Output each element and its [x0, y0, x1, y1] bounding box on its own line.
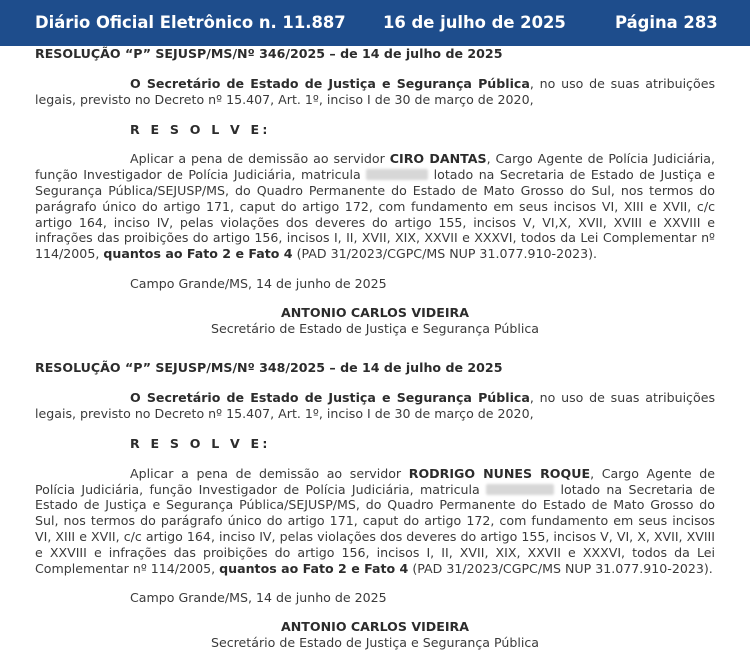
- intro-authority: O Secretário de Estado de Justiça e Segurança Pública: [130, 390, 530, 406]
- place-date: Campo Grande/MS, 14 de junho de 2025: [130, 590, 387, 606]
- facts-reference: quantos ao Fato 2 e Fato 4: [219, 560, 409, 576]
- decision-mid: , Cargo Agente de Polícia Judiciária, função Investigador de Polícia Judiciária, matricula: [35, 465, 715, 497]
- intro-text: , no uso de suas atribuições legais, previsto no Decreto nº 15.407, Art. 1º, inciso I de 30 de março de 2020,: [35, 390, 716, 422]
- decision-paragraph: [35, 466, 715, 577]
- redacted-registration: [486, 484, 554, 495]
- servant-name: RODRIGO NUNES ROQUE: [408, 465, 591, 481]
- signer-role: Secretário de Estado de Justiça e Segurança Pública: [210, 320, 540, 336]
- resolution-title: RESOLUÇÃO “P” SEJUSP/MS/Nº 346/2025 – de 14 de julho de 2025: [35, 46, 503, 61]
- intro-authority: O Secretário de Estado de Justiça e Segurança Pública: [130, 76, 530, 91]
- place-date: Campo Grande/MS, 14 de junho de 2025: [130, 275, 387, 291]
- resolve-heading: R E S O L V E:: [130, 121, 271, 137]
- resolve-heading: R E S O L V E:: [130, 435, 271, 451]
- intro-paragraph: [35, 390, 715, 422]
- decision-end: (PAD 31/2023/CGPC/MS NUP 31.077.910-2023).: [292, 246, 598, 262]
- resolution-title: RESOLUÇÃO “P” SEJUSP/MS/Nº 348/2025 – de 14 de julho de 2025: [35, 360, 503, 376]
- document-body: [35, 46, 715, 651]
- page-number: Página 283: [615, 13, 718, 32]
- redacted-registration: [366, 169, 428, 180]
- issue-date: 16 de julho de 2025: [383, 13, 566, 32]
- decision-mid: , Cargo Agente de Polícia Judiciária, função Investigador de Polícia Judiciária, matricula: [35, 151, 716, 183]
- decision-after: lotado na Secretaria de Estado de Justiça e Segurança Pública/SEJUSP/MS, do Quadro Permanente do Estado de Mato Grosso do Sul, nos termos do parágrafo único do artigo 171, caput do artigo 172, com fundamento em seus incisos VI, XIII e XVII, c/c artigo 164, inciso IV, pelas violações dos deveres do artigo 155, incisos V, VI, X, XVII, XVIII e XXVIII e infrações das proibições do artigo 156, incisos I, II, XVII, XIX, XXVII e XXXVI, todos da Lei Complementar nº 114/2005,: [35, 481, 715, 576]
- decision-paragraph: [35, 151, 715, 262]
- decision-end: (PAD 31/2023/CGPC/MS NUP 31.077.910-2023).: [408, 560, 713, 576]
- decision-after: lotado na Secretaria de Estado de Justiça e Segurança Pública/SEJUSP/MS, do Quadro Permanente do Estado de Mato Grosso do Sul, nos termos do parágrafo único do artigo 171, caput do artigo 172, com fundamento em seus incisos VI, XIII e XVII, c/c artigo 164, inciso IV, pelas violações dos deveres do artigo 155, incisos V, VI,X, XVII, XVIII e XXVIII e infrações das proibições do artigo 156, incisos I, II, XVII, XIX, XXVII e XXXVI, todos da Lei Complementar nº 114/2005,: [35, 167, 715, 262]
- resolution-346: [35, 46, 715, 336]
- signer-name: ANTONIO CARLOS VIDEIRA: [281, 304, 469, 320]
- signature-block: [35, 619, 715, 651]
- signature-block: [35, 305, 715, 337]
- journal-title: Diário Oficial Eletrônico n. 11.887: [35, 13, 346, 32]
- section-divider: [35, 336, 715, 360]
- servant-name: CIRO DANTAS: [389, 151, 487, 167]
- intro-text: , no uso de suas atribuições legais, previsto no Decreto nº 15.407, Art. 1º, inciso I de 30 de março de 2020,: [35, 76, 716, 107]
- facts-reference: quantos ao Fato 2 e Fato 4: [103, 246, 293, 262]
- decision-start: Aplicar a pena de demissão ao servidor: [130, 151, 390, 167]
- resolution-348: [35, 360, 715, 650]
- journal-header: [0, 0, 750, 46]
- signer-name: ANTONIO CARLOS VIDEIRA: [281, 619, 469, 635]
- decision-start: Aplicar a pena de demissão ao servidor: [130, 465, 409, 481]
- signer-role: Secretário de Estado de Justiça e Segurança Pública: [210, 634, 540, 650]
- intro-paragraph: [35, 76, 715, 108]
